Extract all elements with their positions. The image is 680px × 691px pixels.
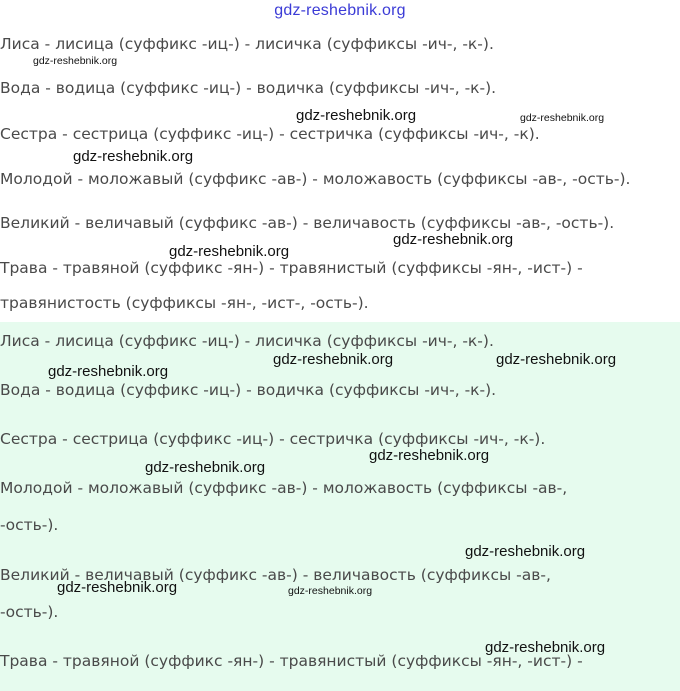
watermark: gdz-reshebnik.org bbox=[465, 543, 586, 560]
bottom-line-1: Лиса - лисица (суффикс -иц-) - лисичка (суффиксы -ич-, -к-). bbox=[0, 332, 494, 350]
bottom-line-8: Трава - травяной (суффикс -ян-) - травянистый (суффиксы -ян-, -ист-) - bbox=[0, 652, 583, 670]
watermark: gdz-reshebnik.org bbox=[520, 112, 605, 124]
watermark: gdz-reshebnik.org bbox=[57, 579, 178, 596]
watermark: gdz-reshebnik.org bbox=[73, 148, 194, 165]
bottom-line-5: -ость-). bbox=[0, 516, 59, 534]
watermark: gdz-reshebnik.org bbox=[485, 639, 606, 656]
top-line-1: Лиса - лисица (суффикс -иц-) - лисичка (суффиксы -ич-, -к-). bbox=[0, 35, 494, 53]
watermark: gdz-reshebnik.org bbox=[169, 243, 290, 260]
bottom-line-7: -ость-). bbox=[0, 603, 59, 621]
header-watermark: gdz-reshebnik.org bbox=[274, 2, 406, 19]
watermark: gdz-reshebnik.org bbox=[33, 55, 118, 67]
watermark: gdz-reshebnik.org bbox=[273, 351, 394, 368]
top-line-4: Молодой - моложавый (суффикс -ав-) - моложавость (суффиксы -ав-, -ость-). bbox=[0, 170, 631, 188]
watermark: gdz-reshebnik.org bbox=[145, 459, 266, 476]
watermark: gdz-reshebnik.org bbox=[496, 351, 617, 368]
watermark: gdz-reshebnik.org bbox=[48, 363, 169, 380]
top-line-2: Вода - водица (суффикс -иц-) - водичка (суффиксы -ич-, -к-). bbox=[0, 79, 497, 97]
bottom-line-4: Молодой - моложавый (суффикс -ав-) - моложавость (суффиксы -ав-, bbox=[0, 479, 568, 497]
bottom-line-2: Вода - водица (суффикс -иц-) - водичка (суффиксы -ич-, -к-). bbox=[0, 381, 497, 399]
top-line-5: Великий - величавый (суффикс -ав-) - величавость (суффиксы -ав-, -ость-). bbox=[0, 214, 615, 232]
top-line-7: травянистость (суффиксы -ян-, -ист-, -ость-). bbox=[0, 294, 369, 312]
bottom-line-6: Великий - величавый (суффикс -ав-) - величавость (суффиксы -ав-, bbox=[0, 566, 551, 584]
watermark: gdz-reshebnik.org bbox=[393, 231, 514, 248]
top-line-6: Трава - травяной (суффикс -ян-) - травянистый (суффиксы -ян-, -ист-) - bbox=[0, 259, 583, 277]
watermark: gdz-reshebnik.org bbox=[288, 585, 373, 597]
top-line-3: Сестра - сестрица (суффикс -иц-) - сестричка (суффиксы -ич-, -к). bbox=[0, 125, 540, 143]
watermark: gdz-reshebnik.org bbox=[296, 107, 417, 124]
watermark: gdz-reshebnik.org bbox=[369, 447, 490, 464]
bottom-line-3: Сестра - сестрица (суффикс -иц-) - сестричка (суффиксы -ич-, -к-). bbox=[0, 430, 546, 448]
